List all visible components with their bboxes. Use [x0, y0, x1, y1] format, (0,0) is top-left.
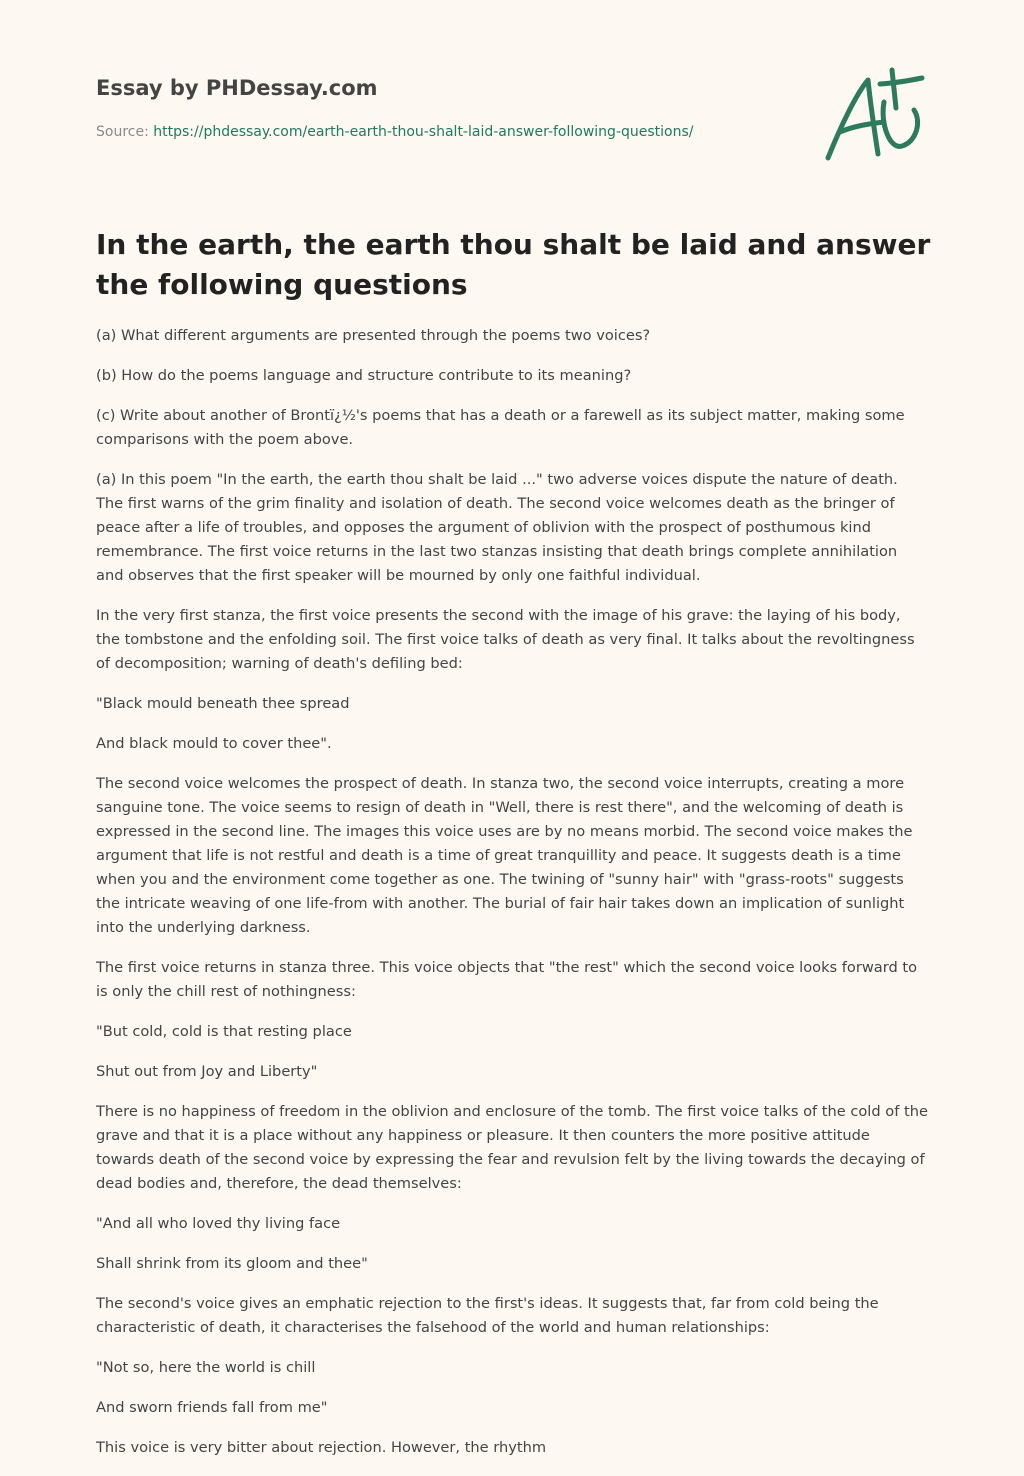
essay-body [96, 324, 928, 1476]
essay-paragraph: The first voice returns in stanza three. This voice objects that "the rest" which the second voice looks forward to is only the chill rest of nothingness: [96, 959, 918, 1000]
essay-title: In the earth, the earth thou shalt be laid and answer the following questions [96, 228, 931, 301]
site-brand: Essay by PHDessay.com [96, 76, 378, 100]
essay-paragraph: (c) Write about another of Brontï¿½'s poems that has a death or a farewell as its subject matter, making some comparisons with the poem above. [96, 407, 905, 448]
essay-paragraph: There is no happiness of freedom in the oblivion and enclosure of the tomb. The first voice talks of the cold of the grave and that it is a place without any happiness or pleasure. It then counters the more positive attitude towards death of the second voice by expressing the fear and revulsion felt by the living towards the decaying of dead bodies and, therefore, the dead themselves: [96, 1103, 928, 1192]
essay-paragraph: "And all who loved thy living face [96, 1215, 341, 1232]
essay-paragraph: Shut out from Joy and Liberty" [96, 1063, 318, 1080]
essay-paragraph: The second's voice gives an emphatic rejection to the first's ideas. It suggests that, far from cold being the characteristic of death, it characterises the falsehood of the world and human relationships: [96, 1295, 879, 1336]
essay-paragraph: And black mould to cover thee". [96, 735, 332, 752]
essay-paragraph: The second voice welcomes the prospect of death. In stanza two, the second voice interrupts, creating a more sanguine tone. The voice seems to resign of death in "Well, there is rest there", and the welcoming of death is expressed in the second line. The images this voice uses are by no means morbid. The second voice makes the argument that life is not restful and death is a time of great tranquillity and peace. It suggests death is a time when you and the environment come together as one. The twining of "sunny hair" with "grass-roots" suggests the intricate weaving of one life-from with another. The burial of fair hair takes down an implication of sunlight into the underlying darkness. [96, 775, 913, 936]
essay-paragraph: Shall shrink from its gloom and thee" [96, 1255, 368, 1272]
essay-paragraph: And sworn friends fall from me" [96, 1399, 328, 1416]
source-link[interactable]: https://phdessay.com/earth-earth-thou-shalt-laid-answer-following-questions/ [153, 124, 694, 140]
essay-paragraph: (a) In this poem "In the earth, the earth thou shalt be laid ..." two adverse voices dispute the nature of death. The first warns of the grim finality and isolation of death. The second voice welcomes death as the bringer of peace after a life of troubles, and opposes the argument of oblivion with the prospect of posthumous kind remembrance. The first voice returns in the last two stanzas insisting that death brings complete annihilation and observes that the first speaker will be mourned by only one faithful individual. [96, 471, 898, 584]
essay-paragraph: In the very first stanza, the first voice presents the second with the image of his grave: the laying of his body, the tombstone and the enfolding soil. The first voice talks of death as very final. It talks about the revoltingness of decomposition; warning of death's defiling bed: [96, 607, 915, 672]
essay-paragraph: This voice is very bitter about rejection. However, the rhythm [96, 1439, 547, 1456]
essay-paragraph: "Not so, here the world is chill [96, 1359, 316, 1376]
essay-paragraph: (b) How do the poems language and structure contribute to its meaning? [96, 367, 632, 384]
a-plus-logo-icon [818, 66, 928, 166]
essay-paragraph: (a) What different arguments are presented through the poems two voices? [96, 327, 651, 344]
essay-paragraph: "Black mould beneath thee spread [96, 695, 350, 712]
essay-paragraph: "But cold, cold is that resting place [96, 1023, 352, 1040]
source-label: Source: [96, 124, 154, 140]
source-line [96, 124, 694, 140]
